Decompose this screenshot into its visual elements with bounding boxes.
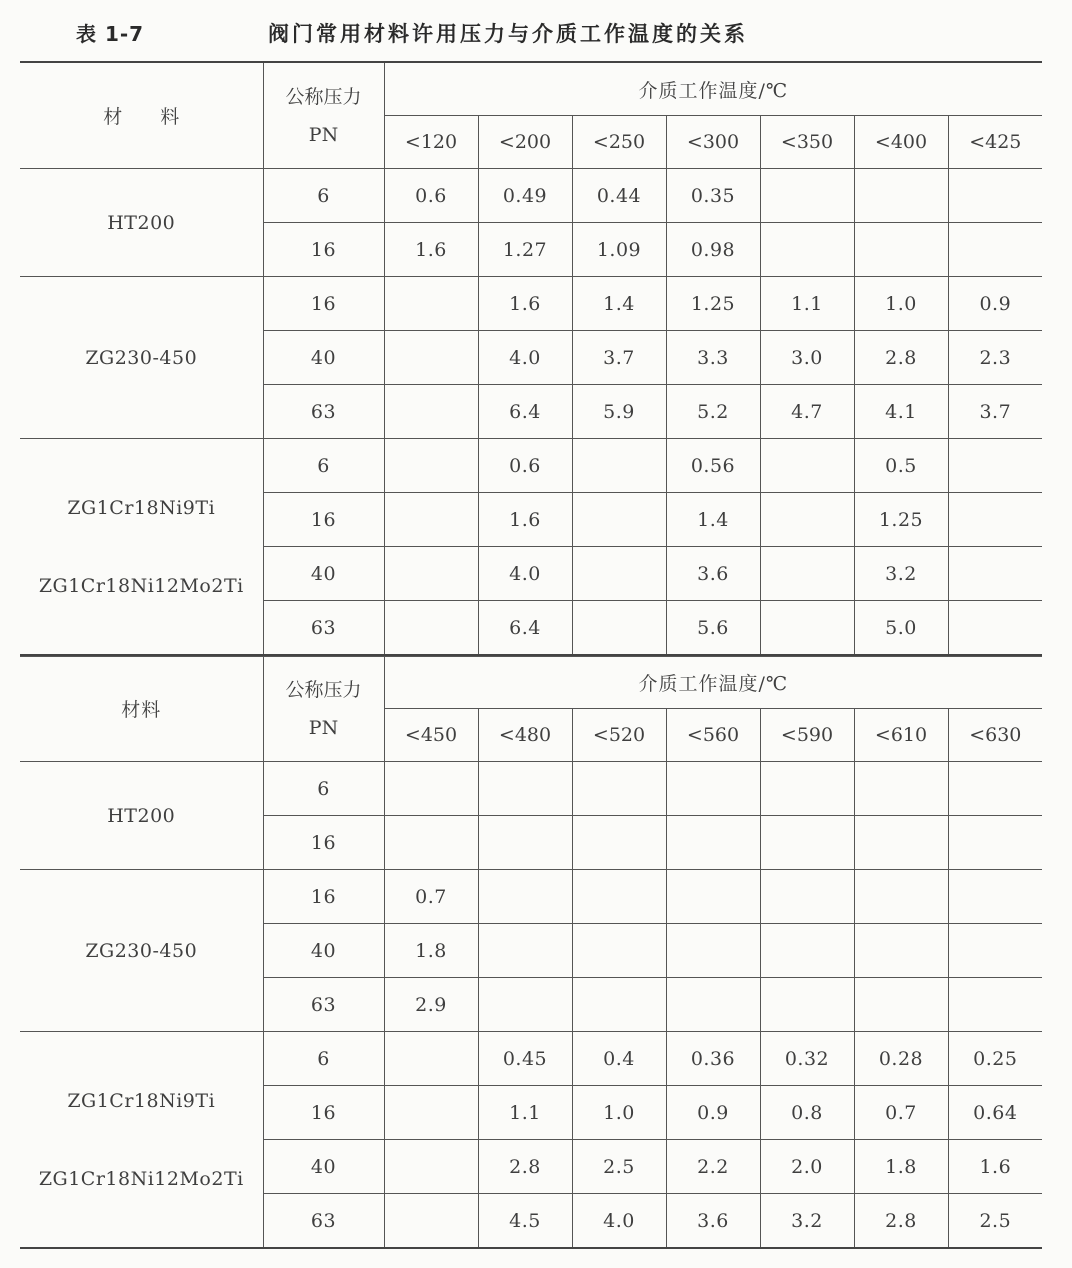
- allowable-pressure-cell: 5.0: [854, 601, 948, 656]
- allowable-pressure-cell: [760, 978, 854, 1032]
- allowable-pressure-cell: 0.44: [572, 169, 666, 223]
- allowable-pressure-cell: [948, 924, 1042, 978]
- allowable-pressure-cell: [948, 870, 1042, 924]
- material-cell: [20, 870, 263, 1032]
- material-name: ZG1Cr18Ni9Ti: [67, 1089, 216, 1112]
- allowable-pressure-cell: 6.4: [478, 601, 572, 656]
- material-name: ZG230-450: [85, 939, 198, 962]
- pn-label: PN: [308, 716, 339, 739]
- allowable-pressure-cell: 0.64: [948, 1086, 1042, 1140]
- allowable-pressure-cell: 0.56: [666, 439, 760, 493]
- allowable-pressure-cell: [384, 547, 478, 601]
- allowable-pressure-cell: 2.8: [854, 331, 948, 385]
- table-caption: [0, 0, 1072, 62]
- material-cell: [20, 762, 263, 870]
- allowable-pressure-cell: 1.6: [478, 493, 572, 547]
- allowable-pressure-cell: [572, 870, 666, 924]
- allowable-pressure-cell: 0.5: [854, 439, 948, 493]
- allowable-pressure-cell: [478, 978, 572, 1032]
- allowable-pressure-cell: [572, 816, 666, 870]
- nominal-pressure-cell: 16: [263, 816, 384, 870]
- allowable-pressure-cell: [948, 223, 1042, 277]
- table-number: 表 1-7: [76, 22, 145, 46]
- allowable-pressure-cell: [384, 385, 478, 439]
- material-name: HT200: [107, 804, 176, 827]
- material-cell: [20, 169, 263, 277]
- allowable-pressure-cell: 5.2: [666, 385, 760, 439]
- temperature-range-header: <590: [760, 709, 854, 762]
- allowable-pressure-cell: 3.7: [572, 331, 666, 385]
- nominal-pressure-cell: 6: [263, 762, 384, 816]
- allowable-pressure-cell: [948, 816, 1042, 870]
- allowable-pressure-cell: [760, 924, 854, 978]
- allowable-pressure-cell: [854, 762, 948, 816]
- temperature-range-header: <250: [572, 116, 666, 169]
- allowable-pressure-cell: 3.6: [666, 547, 760, 601]
- allowable-pressure-cell: 4.5: [478, 1194, 572, 1249]
- allowable-pressure-cell: 0.25: [948, 1032, 1042, 1086]
- allowable-pressure-cell: 0.32: [760, 1032, 854, 1086]
- allowable-pressure-cell: 2.5: [572, 1140, 666, 1194]
- allowable-pressure-cell: [384, 1140, 478, 1194]
- temperature-range-header: <350: [760, 116, 854, 169]
- allowable-pressure-cell: [666, 978, 760, 1032]
- allowable-pressure-cell: [666, 924, 760, 978]
- allowable-pressure-cell: 3.2: [854, 547, 948, 601]
- allowable-pressure-cell: [666, 870, 760, 924]
- allowable-pressure-cell: [572, 762, 666, 816]
- material-name: ZG1Cr18Ni12Mo2Ti: [38, 1167, 244, 1190]
- allowable-pressure-cell: [948, 439, 1042, 493]
- table-row: [20, 1032, 1042, 1086]
- allowable-pressure-cell: [948, 169, 1042, 223]
- table-title: 阀门常用材料许用压力与介质工作温度的关系: [268, 22, 748, 46]
- allowable-pressure-cell: 3.0: [760, 331, 854, 385]
- nominal-pressure-cell: 16: [263, 223, 384, 277]
- allowable-pressure-cell: 1.25: [666, 277, 760, 331]
- allowable-pressure-cell: 0.98: [666, 223, 760, 277]
- allowable-pressure-cell: 1.09: [572, 223, 666, 277]
- allowable-pressure-cell: 0.8: [760, 1086, 854, 1140]
- allowable-pressure-cell: 4.7: [760, 385, 854, 439]
- allowable-pressure-cell: 1.4: [572, 277, 666, 331]
- allowable-pressure-cell: [854, 816, 948, 870]
- nominal-pressure-cell: 6: [263, 169, 384, 223]
- allowable-pressure-cell: [384, 1086, 478, 1140]
- nominal-pressure-cell: 63: [263, 385, 384, 439]
- allowable-pressure-cell: 0.49: [478, 169, 572, 223]
- material-name: ZG230-450: [85, 346, 198, 369]
- table-row: [20, 169, 1042, 223]
- allowable-pressure-cell: [572, 493, 666, 547]
- allowable-pressure-cell: [384, 816, 478, 870]
- allowable-pressure-cell: [948, 493, 1042, 547]
- allowable-pressure-cell: [948, 762, 1042, 816]
- allowable-pressure-cell: [572, 439, 666, 493]
- allowable-pressure-cell: 1.6: [478, 277, 572, 331]
- allowable-pressure-cell: 0.4: [572, 1032, 666, 1086]
- allowable-pressure-cell: [854, 924, 948, 978]
- material-cell: [20, 439, 263, 656]
- allowable-pressure-cell: [478, 924, 572, 978]
- allowable-pressure-cell: [854, 223, 948, 277]
- temperature-range-header: <120: [384, 116, 478, 169]
- temperature-range-header: <560: [666, 709, 760, 762]
- allowable-pressure-cell: 0.28: [854, 1032, 948, 1086]
- allowable-pressure-cell: 3.3: [666, 331, 760, 385]
- allowable-pressure-cell: 1.25: [854, 493, 948, 547]
- table-row: [20, 439, 1042, 493]
- allowable-pressure-cell: [384, 601, 478, 656]
- allowable-pressure-cell: 2.8: [854, 1194, 948, 1249]
- allowable-pressure-cell: 2.5: [948, 1194, 1042, 1249]
- allowable-pressure-cell: 5.9: [572, 385, 666, 439]
- allowable-pressure-cell: 3.6: [666, 1194, 760, 1249]
- allowable-pressure-cell: 2.8: [478, 1140, 572, 1194]
- allowable-pressure-cell: [948, 547, 1042, 601]
- allowable-pressure-cell: [478, 870, 572, 924]
- allowable-pressure-cell: 0.7: [384, 870, 478, 924]
- table-row: [20, 762, 1042, 816]
- allowable-pressure-cell: 6.4: [478, 385, 572, 439]
- table-row: [20, 277, 1042, 331]
- nominal-pressure-cell: 40: [263, 547, 384, 601]
- allowable-pressure-cell: [384, 439, 478, 493]
- allowable-pressure-cell: [760, 870, 854, 924]
- allowable-pressure-cell: 1.27: [478, 223, 572, 277]
- allowable-pressure-cell: 4.0: [478, 547, 572, 601]
- allowable-pressure-cell: [478, 816, 572, 870]
- nominal-pressure-cell: 63: [263, 601, 384, 656]
- allowable-pressure-cell: 3.2: [760, 1194, 854, 1249]
- allowable-pressure-cell: 2.3: [948, 331, 1042, 385]
- allowable-pressure-cell: 5.6: [666, 601, 760, 656]
- allowable-pressure-cell: 1.1: [478, 1086, 572, 1140]
- allowable-pressure-cell: [760, 547, 854, 601]
- nominal-pressure-label: 公称压力: [285, 678, 362, 701]
- allowable-pressure-cell: 1.0: [854, 277, 948, 331]
- allowable-pressure-cell: [384, 1032, 478, 1086]
- nominal-pressure-cell: 16: [263, 1086, 384, 1140]
- temperature-range-header: <480: [478, 709, 572, 762]
- temperature-range-header: <200: [478, 116, 572, 169]
- nominal-pressure-cell: 16: [263, 870, 384, 924]
- allowable-pressure-cell: [384, 762, 478, 816]
- allowable-pressure-cell: 1.6: [384, 223, 478, 277]
- temperature-range-header: <450: [384, 709, 478, 762]
- allowable-pressure-cell: [760, 169, 854, 223]
- allowable-pressure-cell: 1.8: [854, 1140, 948, 1194]
- allowable-pressure-cell: [384, 277, 478, 331]
- nominal-pressure-cell: 40: [263, 924, 384, 978]
- allowable-pressure-cell: 0.6: [384, 169, 478, 223]
- allowable-pressure-cell: 0.45: [478, 1032, 572, 1086]
- temperature-range-header: <400: [854, 116, 948, 169]
- material-column-header: 材料: [20, 655, 263, 762]
- allowable-pressure-cell: [760, 601, 854, 656]
- allowable-pressure-cell: 1.8: [384, 924, 478, 978]
- allowable-pressure-cell: [760, 223, 854, 277]
- allowable-pressure-cell: [854, 870, 948, 924]
- header-row-temperature: [20, 62, 1042, 116]
- allowable-pressure-cell: [760, 493, 854, 547]
- allowable-pressure-cell: [572, 924, 666, 978]
- nominal-pressure-cell: 6: [263, 1032, 384, 1086]
- nominal-pressure-column-header: [263, 655, 384, 762]
- pressure-temperature-table-lower: [20, 654, 1042, 1249]
- temperature-range-header: <520: [572, 709, 666, 762]
- material-name: ZG1Cr18Ni9Ti: [67, 496, 216, 519]
- allowable-pressure-cell: 2.0: [760, 1140, 854, 1194]
- allowable-pressure-cell: 2.9: [384, 978, 478, 1032]
- nominal-pressure-cell: 40: [263, 331, 384, 385]
- temperature-range-header: <425: [948, 116, 1042, 169]
- allowable-pressure-cell: 1.1: [760, 277, 854, 331]
- allowable-pressure-cell: 3.7: [948, 385, 1042, 439]
- allowable-pressure-cell: 4.0: [478, 331, 572, 385]
- material-cell: [20, 1032, 263, 1249]
- nominal-pressure-cell: 63: [263, 1194, 384, 1249]
- allowable-pressure-cell: [854, 169, 948, 223]
- allowable-pressure-cell: 0.35: [666, 169, 760, 223]
- temperature-range-header: <300: [666, 116, 760, 169]
- nominal-pressure-column-header: [263, 62, 384, 169]
- allowable-pressure-cell: 0.7: [854, 1086, 948, 1140]
- allowable-pressure-cell: [760, 816, 854, 870]
- nominal-pressure-cell: 6: [263, 439, 384, 493]
- pn-label: PN: [308, 123, 339, 146]
- material-column-header: 材 料: [20, 62, 263, 169]
- working-temperature-header: 介质工作温度/℃: [384, 62, 1042, 116]
- allowable-pressure-cell: 2.2: [666, 1140, 760, 1194]
- nominal-pressure-cell: 16: [263, 493, 384, 547]
- nominal-pressure-cell: 63: [263, 978, 384, 1032]
- material-name: HT200: [107, 211, 176, 234]
- allowable-pressure-cell: [384, 1194, 478, 1249]
- allowable-pressure-cell: [478, 762, 572, 816]
- material-cell: [20, 277, 263, 439]
- allowable-pressure-cell: [760, 762, 854, 816]
- allowable-pressure-cell: 0.9: [666, 1086, 760, 1140]
- nominal-pressure-cell: 40: [263, 1140, 384, 1194]
- temperature-range-header: <610: [854, 709, 948, 762]
- allowable-pressure-cell: 4.1: [854, 385, 948, 439]
- allowable-pressure-cell: [760, 439, 854, 493]
- nominal-pressure-cell: 16: [263, 277, 384, 331]
- allowable-pressure-cell: [572, 601, 666, 656]
- table-row: [20, 870, 1042, 924]
- temperature-range-header: <630: [948, 709, 1042, 762]
- nominal-pressure-label: 公称压力: [285, 85, 362, 108]
- allowable-pressure-cell: [384, 493, 478, 547]
- allowable-pressure-cell: 0.36: [666, 1032, 760, 1086]
- allowable-pressure-cell: [666, 816, 760, 870]
- allowable-pressure-cell: 1.4: [666, 493, 760, 547]
- allowable-pressure-cell: 0.6: [478, 439, 572, 493]
- allowable-pressure-cell: [572, 547, 666, 601]
- allowable-pressure-cell: 1.0: [572, 1086, 666, 1140]
- allowable-pressure-cell: 4.0: [572, 1194, 666, 1249]
- allowable-pressure-cell: 1.6: [948, 1140, 1042, 1194]
- allowable-pressure-cell: [572, 978, 666, 1032]
- material-name: ZG1Cr18Ni12Mo2Ti: [38, 574, 244, 597]
- allowable-pressure-cell: [948, 978, 1042, 1032]
- allowable-pressure-cell: [948, 601, 1042, 656]
- header-row-temperature: [20, 655, 1042, 709]
- allowable-pressure-cell: 0.9: [948, 277, 1042, 331]
- allowable-pressure-cell: [666, 762, 760, 816]
- working-temperature-header: 介质工作温度/℃: [384, 655, 1042, 709]
- allowable-pressure-cell: [384, 331, 478, 385]
- allowable-pressure-cell: [854, 978, 948, 1032]
- pressure-temperature-table-upper: [20, 61, 1042, 657]
